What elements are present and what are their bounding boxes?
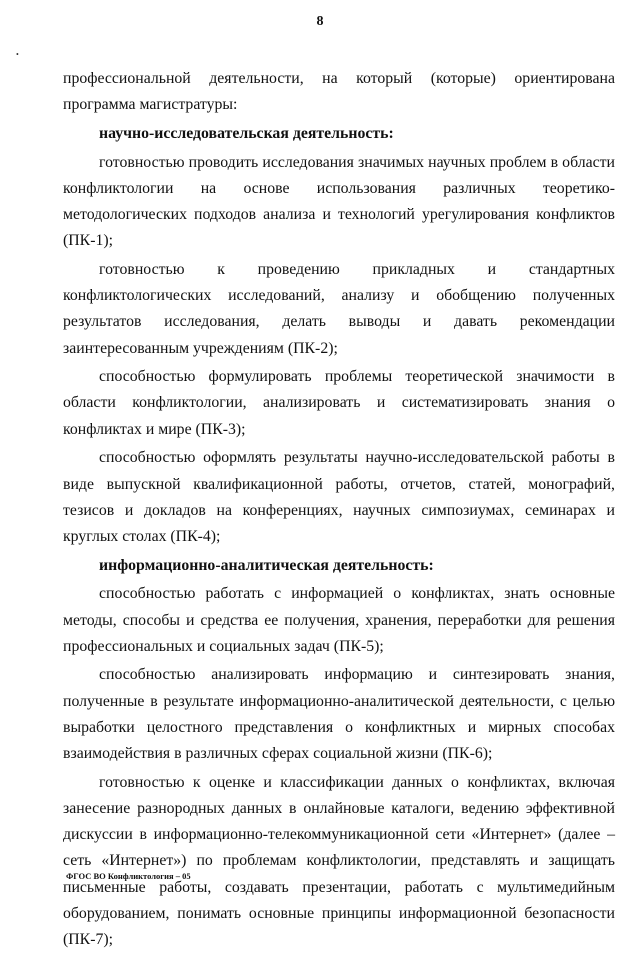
competency-pk6: способностью анализировать информацию и синтезировать знания, полученные в результате информационно-аналитической деятельности, с целью выработки целостного представления о конфликтных и мирных способах взаимодействия в различных сферах социальной жизни (ПК-6); (63, 666, 615, 763)
competency-pk4: способностью оформлять результаты научно-исследовательской работы в виде выпускной квалификационной работы, отчетов, статей, монографий, тезисов и докладов на конференциях, научных симпозиумах, семинарах и круглых столах (ПК-4); (63, 449, 615, 545)
section-heading-research: научно-исследовательская деятельность: (99, 124, 394, 142)
margin-mark: • (16, 50, 19, 59)
competency-pk5: способностью работать с информацией о конфликтах, знать основные методы, способы и средства ее получения, хранения, переработки для решения профессиональных и социальных задач (ПК-5); (63, 585, 615, 655)
intro-paragraph: профессиональной деятельности, на который (которые) ориентирована программа магистратуры: (63, 70, 615, 114)
competency-pk2: готовностью к проведению прикладных и стандартных конфликтологических исследований, анализу и обобщению полученных результатов исследования, делать выводы и давать рекомендации заинтересованным учреждениям (ПК-2); (63, 260, 615, 357)
competency-pk1: готовностью проводить исследования значимых научных проблем в области конфликтологии на основе использования различных теоретико-методологических подходов анализа и технологий урегулирования конфликтов (ПК-1); (63, 153, 615, 250)
competency-pk7: готовностью к оценке и классификации данных о конфликтах, включая занесение разнородных данных в онлайновые каталоги, ведению эффективной дискуссии в информационно-телекоммуникационной сети «Интернет» (далее – сеть «Интернет») по проблемам конфликтологии, представлять и защищать письменные работы, создавать презентации, работать с мультимедийным оборудованием, понимать основные принципы информационной безопасности (ПК-7); (63, 773, 615, 948)
page-footer: ФГОС ВО Конфликтология – 05 (66, 871, 191, 881)
section-heading-analytics: информационно-аналитическая деятельность: (99, 556, 434, 574)
page-number: 8 (316, 14, 324, 29)
competency-pk3: способностью формулировать проблемы теоретической значимости в области конфликтологии, анализировать и систематизировать знания о конфликтах и мире (ПК-3); (63, 368, 615, 438)
document-body (63, 66, 615, 956)
